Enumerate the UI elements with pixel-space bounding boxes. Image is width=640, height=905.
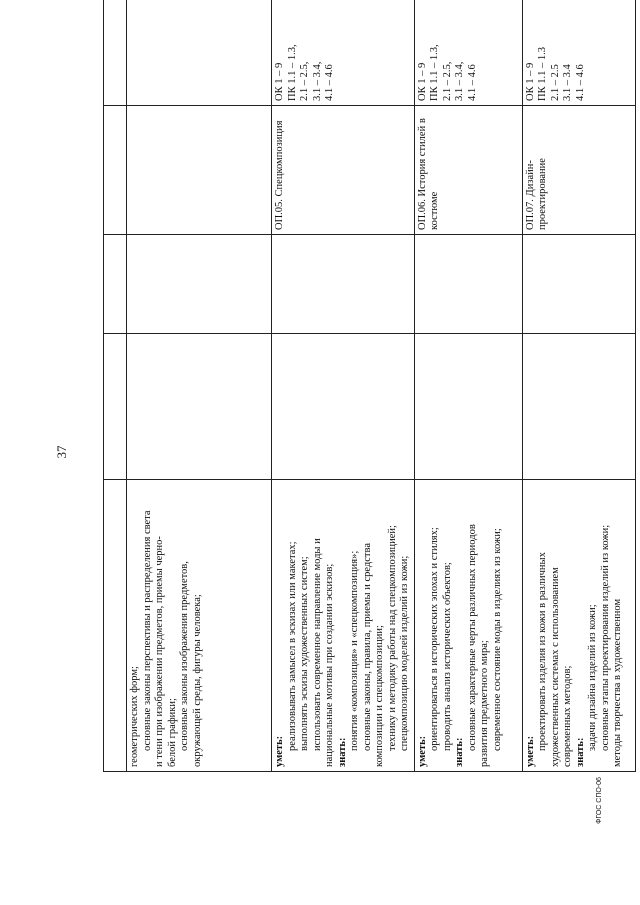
discipline-code-cell: ОП.06. История стилей в костюме xyxy=(414,106,522,235)
hours-mandatory-cell xyxy=(127,235,272,334)
competency-line: 2.1 – 2.5 xyxy=(549,64,561,101)
content-line: основные характерные черты различных периодов xyxy=(466,524,478,751)
hours-total-cell xyxy=(414,334,522,480)
competency-line: ПК 1.1 – 1.3, xyxy=(429,44,440,101)
content-line: основные законы изображения предметов, xyxy=(179,561,190,751)
table-row xyxy=(522,0,635,772)
content-cell xyxy=(127,480,272,772)
content-cell xyxy=(522,480,635,772)
content-line: использовать современное направление моды и xyxy=(311,538,323,751)
content-cell xyxy=(272,480,415,772)
section-label: уметь: xyxy=(274,735,285,767)
rotated-table-wrapper xyxy=(103,28,623,772)
section-label: уметь: xyxy=(524,735,536,767)
content-line: технику и методику работы над спецкомпозицией; xyxy=(386,525,398,751)
competency-line: 2.1 – 2.5, xyxy=(441,61,453,101)
content-cell xyxy=(414,480,522,772)
content-line: проектировать изделия из кожи в различных xyxy=(537,552,548,751)
competency-line: ПК 1.1 – 1.3, xyxy=(286,44,298,101)
competency-line: ОК 1 – 9 xyxy=(524,62,536,101)
content-line: художественных системах с использованием xyxy=(549,567,561,767)
content-line: задачи дизайна изделий из кожи; xyxy=(587,604,598,751)
table-row xyxy=(272,0,415,772)
competency-line: ОК 1 – 9 xyxy=(416,62,428,101)
content-line: основные законы перспективы и распределения света xyxy=(141,510,153,751)
hours-total-cell xyxy=(272,334,415,480)
competency-line: ОК 1 – 9 xyxy=(274,62,285,101)
content-line: выполнять эскизы художественных систем; xyxy=(299,556,310,751)
competency-line: 3.1 – 3.4, xyxy=(311,61,323,101)
competency-line: 4.1 – 4.6 xyxy=(466,64,478,101)
section-label: знать: xyxy=(574,737,586,767)
competency-line: 3.1 – 3.4 xyxy=(562,64,573,101)
section-label: знать: xyxy=(454,737,465,767)
content-line: основные законы, правила, приемы и средства xyxy=(361,543,373,751)
competency-line: 3.1 – 3.4, xyxy=(454,61,465,101)
content-line: геометрических форм; xyxy=(129,666,140,767)
page-number: 37 xyxy=(54,445,69,459)
competency-line: 4.1 – 4.6 xyxy=(324,64,335,101)
discipline-code-cell xyxy=(104,106,127,235)
discipline-code-cell: ОП.05. Спецкомпозиция xyxy=(272,106,415,235)
footer xyxy=(586,757,612,843)
competencies-cell xyxy=(127,0,272,106)
curriculum-table xyxy=(103,0,636,772)
table-row xyxy=(414,0,522,772)
content-line: композиции и спецкомпозиции; xyxy=(374,625,385,767)
content-cell xyxy=(104,480,127,772)
hours-mandatory-cell xyxy=(104,235,127,334)
discipline-code-cell xyxy=(127,106,272,235)
table-row xyxy=(127,0,272,772)
table-row xyxy=(104,0,127,772)
content-line: современных методов; xyxy=(562,665,573,767)
hours-mandatory-cell xyxy=(272,235,415,334)
hours-total-cell xyxy=(127,334,272,480)
competencies-cell xyxy=(414,0,522,106)
content-line: ориентироваться в исторических эпохах и стилях; xyxy=(429,527,440,751)
content-line: белой графики; xyxy=(166,698,178,767)
competencies-cell xyxy=(104,0,127,106)
content-line: спецкомпозицию моделей изделий из кожи; xyxy=(399,555,410,751)
competency-line: ПК 1.1 – 1.3 xyxy=(537,47,548,101)
section-label: знать: xyxy=(336,737,348,767)
content-line: понятия «композиция» и «спецкомпозиция»; xyxy=(349,550,360,751)
competency-line: 4.1 – 4.6 xyxy=(574,64,586,101)
content-line: национальные мотивы при создании эскизов; xyxy=(324,563,335,767)
competency-line: 2.1 – 2.5, xyxy=(299,61,310,101)
hours-mandatory-cell xyxy=(414,235,522,334)
content-line: окружающей среды, фигуры человека; xyxy=(191,594,203,767)
hours-mandatory-cell xyxy=(522,235,635,334)
hours-total-cell xyxy=(104,334,127,480)
footer-code: ФГОС СПО-06 xyxy=(595,776,603,824)
content-line: современное состояние моды в изделиях из кожи; xyxy=(491,528,503,751)
content-line: реализовывать замысел в эскизах или макетах; xyxy=(286,541,298,751)
content-line: проводить анализ исторических объектов; xyxy=(441,562,453,751)
content-line: основные этапы проектирования изделий из кожи; xyxy=(599,524,611,751)
content-line: и тени при изображении предметов, приемы черно- xyxy=(154,536,165,767)
competencies-cell xyxy=(522,0,635,106)
section-label: уметь: xyxy=(416,735,428,767)
competencies-cell xyxy=(272,0,415,106)
discipline-code-cell: ОП.07. Дизайн-проектирование xyxy=(522,106,635,235)
content-line: методы творчества в художественном xyxy=(612,598,623,767)
content-line: развития предметного мира; xyxy=(479,640,490,767)
hours-total-cell xyxy=(522,334,635,480)
